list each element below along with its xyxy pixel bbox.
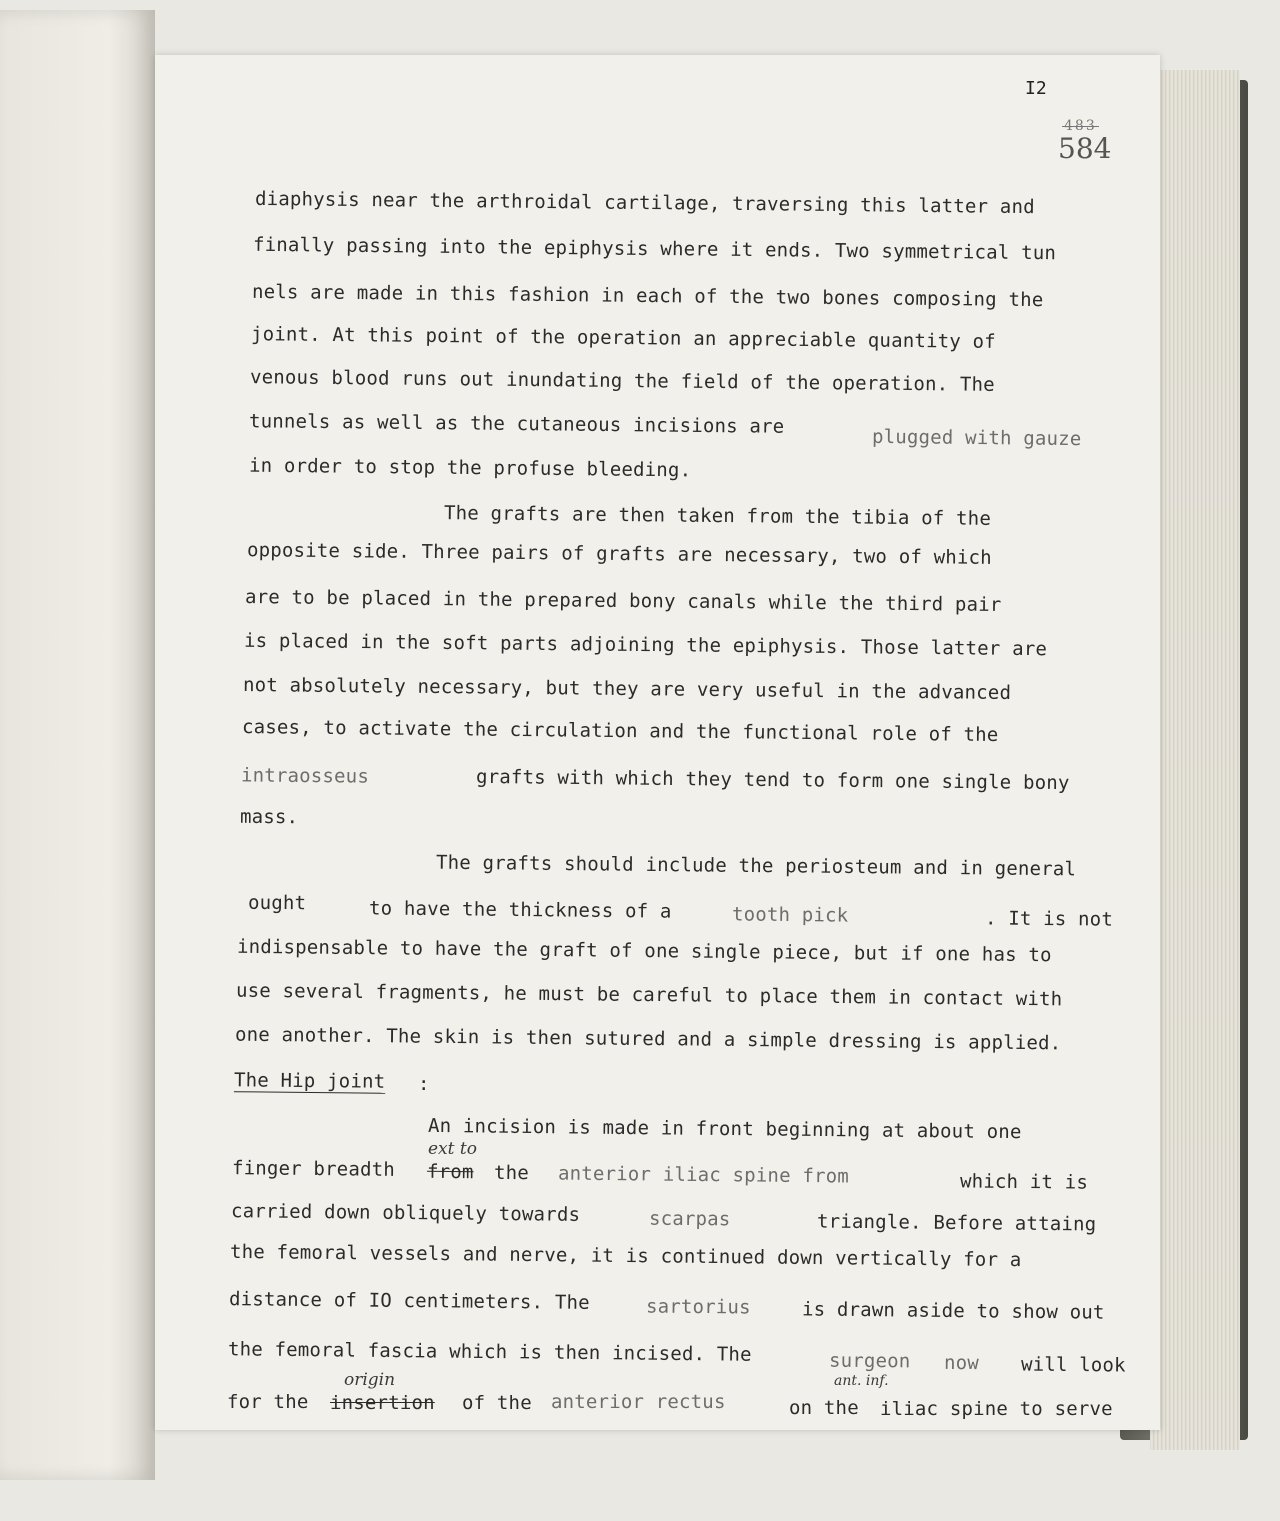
- text-line: cases, to activate the circulation and the functional role of the: [241, 716, 999, 746]
- text-fragment-light: sartorius: [645, 1295, 751, 1319]
- text-line: The grafts should include the periosteum and in general: [435, 851, 1077, 881]
- handwritten-ant-inf: ant. inf.: [834, 1373, 889, 1389]
- text-fragment: will look: [1020, 1353, 1126, 1377]
- text-line: is placed in the soft parts adjoining the epiphysis. Those latter are: [243, 629, 1048, 661]
- text-fragment: which it is: [959, 1170, 1089, 1194]
- section-heading: The Hip joint: [233, 1069, 386, 1093]
- text-fragment: iliac spine to serve: [880, 1398, 1113, 1420]
- text-fragment-light: anterior iliac spine from: [557, 1162, 850, 1188]
- text-line: venous blood runs out inundating the field of the operation. The: [249, 366, 996, 396]
- text-line: mass.: [239, 805, 299, 829]
- text-line: joint. At this point of the operation an appreciable quantity of: [250, 323, 997, 353]
- text-fragment: carried down obliquely towards: [230, 1200, 581, 1226]
- text-fragment: the: [493, 1161, 530, 1185]
- text-line: in order to stop the profuse bleeding.: [248, 454, 692, 482]
- text-line: one another. The skin is then sutured and a simple dressing is applied.: [234, 1023, 1062, 1055]
- text-line: nels are made in this fashion in each of the two bones composing the: [251, 280, 1044, 312]
- text-line: grafts with which they tend to form one single bony: [475, 765, 1070, 795]
- handwritten-origin: origin: [344, 1370, 396, 1390]
- text-line: opposite side. Three pairs of grafts are necessary, two of which: [246, 539, 993, 569]
- text-fragment: finger breadth: [231, 1157, 396, 1181]
- text-fragment: on the: [789, 1397, 859, 1419]
- text-line: use several fragments, he must be careful to place them in contact with: [235, 979, 1063, 1011]
- struck-word: from: [426, 1160, 474, 1184]
- text-fragment: is drawn aside to show out: [801, 1298, 1105, 1324]
- text-fragment-light: scarpas: [648, 1207, 731, 1231]
- text-fragment-light: plugged with gauze: [871, 425, 1082, 451]
- struck-word: insertion: [330, 1392, 435, 1414]
- text-line: diaphysis near the arthroidal cartilage, traversing this latter and: [254, 187, 1035, 219]
- text-fragment: of the: [462, 1392, 532, 1414]
- facing-page: [0, 10, 155, 1480]
- stamp-number: 584: [1058, 132, 1112, 165]
- text-fragment: triangle. Before attaing: [816, 1210, 1097, 1236]
- text-line: to have the thickness of a: [368, 897, 672, 923]
- text-fragment: :: [418, 1073, 430, 1095]
- text-line: not absolutely necessary, but they are very useful in the advanced: [242, 673, 1012, 705]
- text-fragment: for the: [227, 1391, 309, 1413]
- text-fragment: the femoral fascia which is then incised. The: [227, 1338, 752, 1366]
- text-fragment-light: now: [943, 1351, 980, 1375]
- page-number: I2: [1025, 78, 1047, 99]
- text-fragment: . It is not: [984, 907, 1114, 931]
- text-line: are to be placed in the prepared bony canals while the third pair: [244, 586, 1002, 616]
- text-fragment-light: anterior rectus: [551, 1391, 726, 1413]
- text-line: indispensable to have the graft of one single piece, but if one has to: [236, 935, 1052, 967]
- page-edges: [1150, 70, 1240, 1450]
- text-line: the femoral vessels and nerve, it is continued down vertically for a: [229, 1240, 1022, 1272]
- text-fragment: distance of IO centimeters. The: [228, 1288, 590, 1314]
- text-line: The grafts are then taken from the tibia of the: [443, 502, 992, 530]
- text-fragment-light: surgeon: [828, 1349, 911, 1373]
- stamp-old-number: 483: [1064, 118, 1097, 134]
- text-fragment: ought: [247, 891, 307, 915]
- text-line: finally passing into the epiphysis where it ends. Two symmetrical tun: [252, 233, 1057, 265]
- text-line: An incision is made in front beginning at about one: [427, 1114, 1022, 1144]
- text-fragment-light: intraosseus: [240, 764, 370, 788]
- handwritten-ext-to: ext to: [428, 1139, 477, 1159]
- text-line: tunnels as well as the cutaneous incisions are: [248, 410, 785, 438]
- text-fragment-light: tooth pick: [731, 903, 849, 927]
